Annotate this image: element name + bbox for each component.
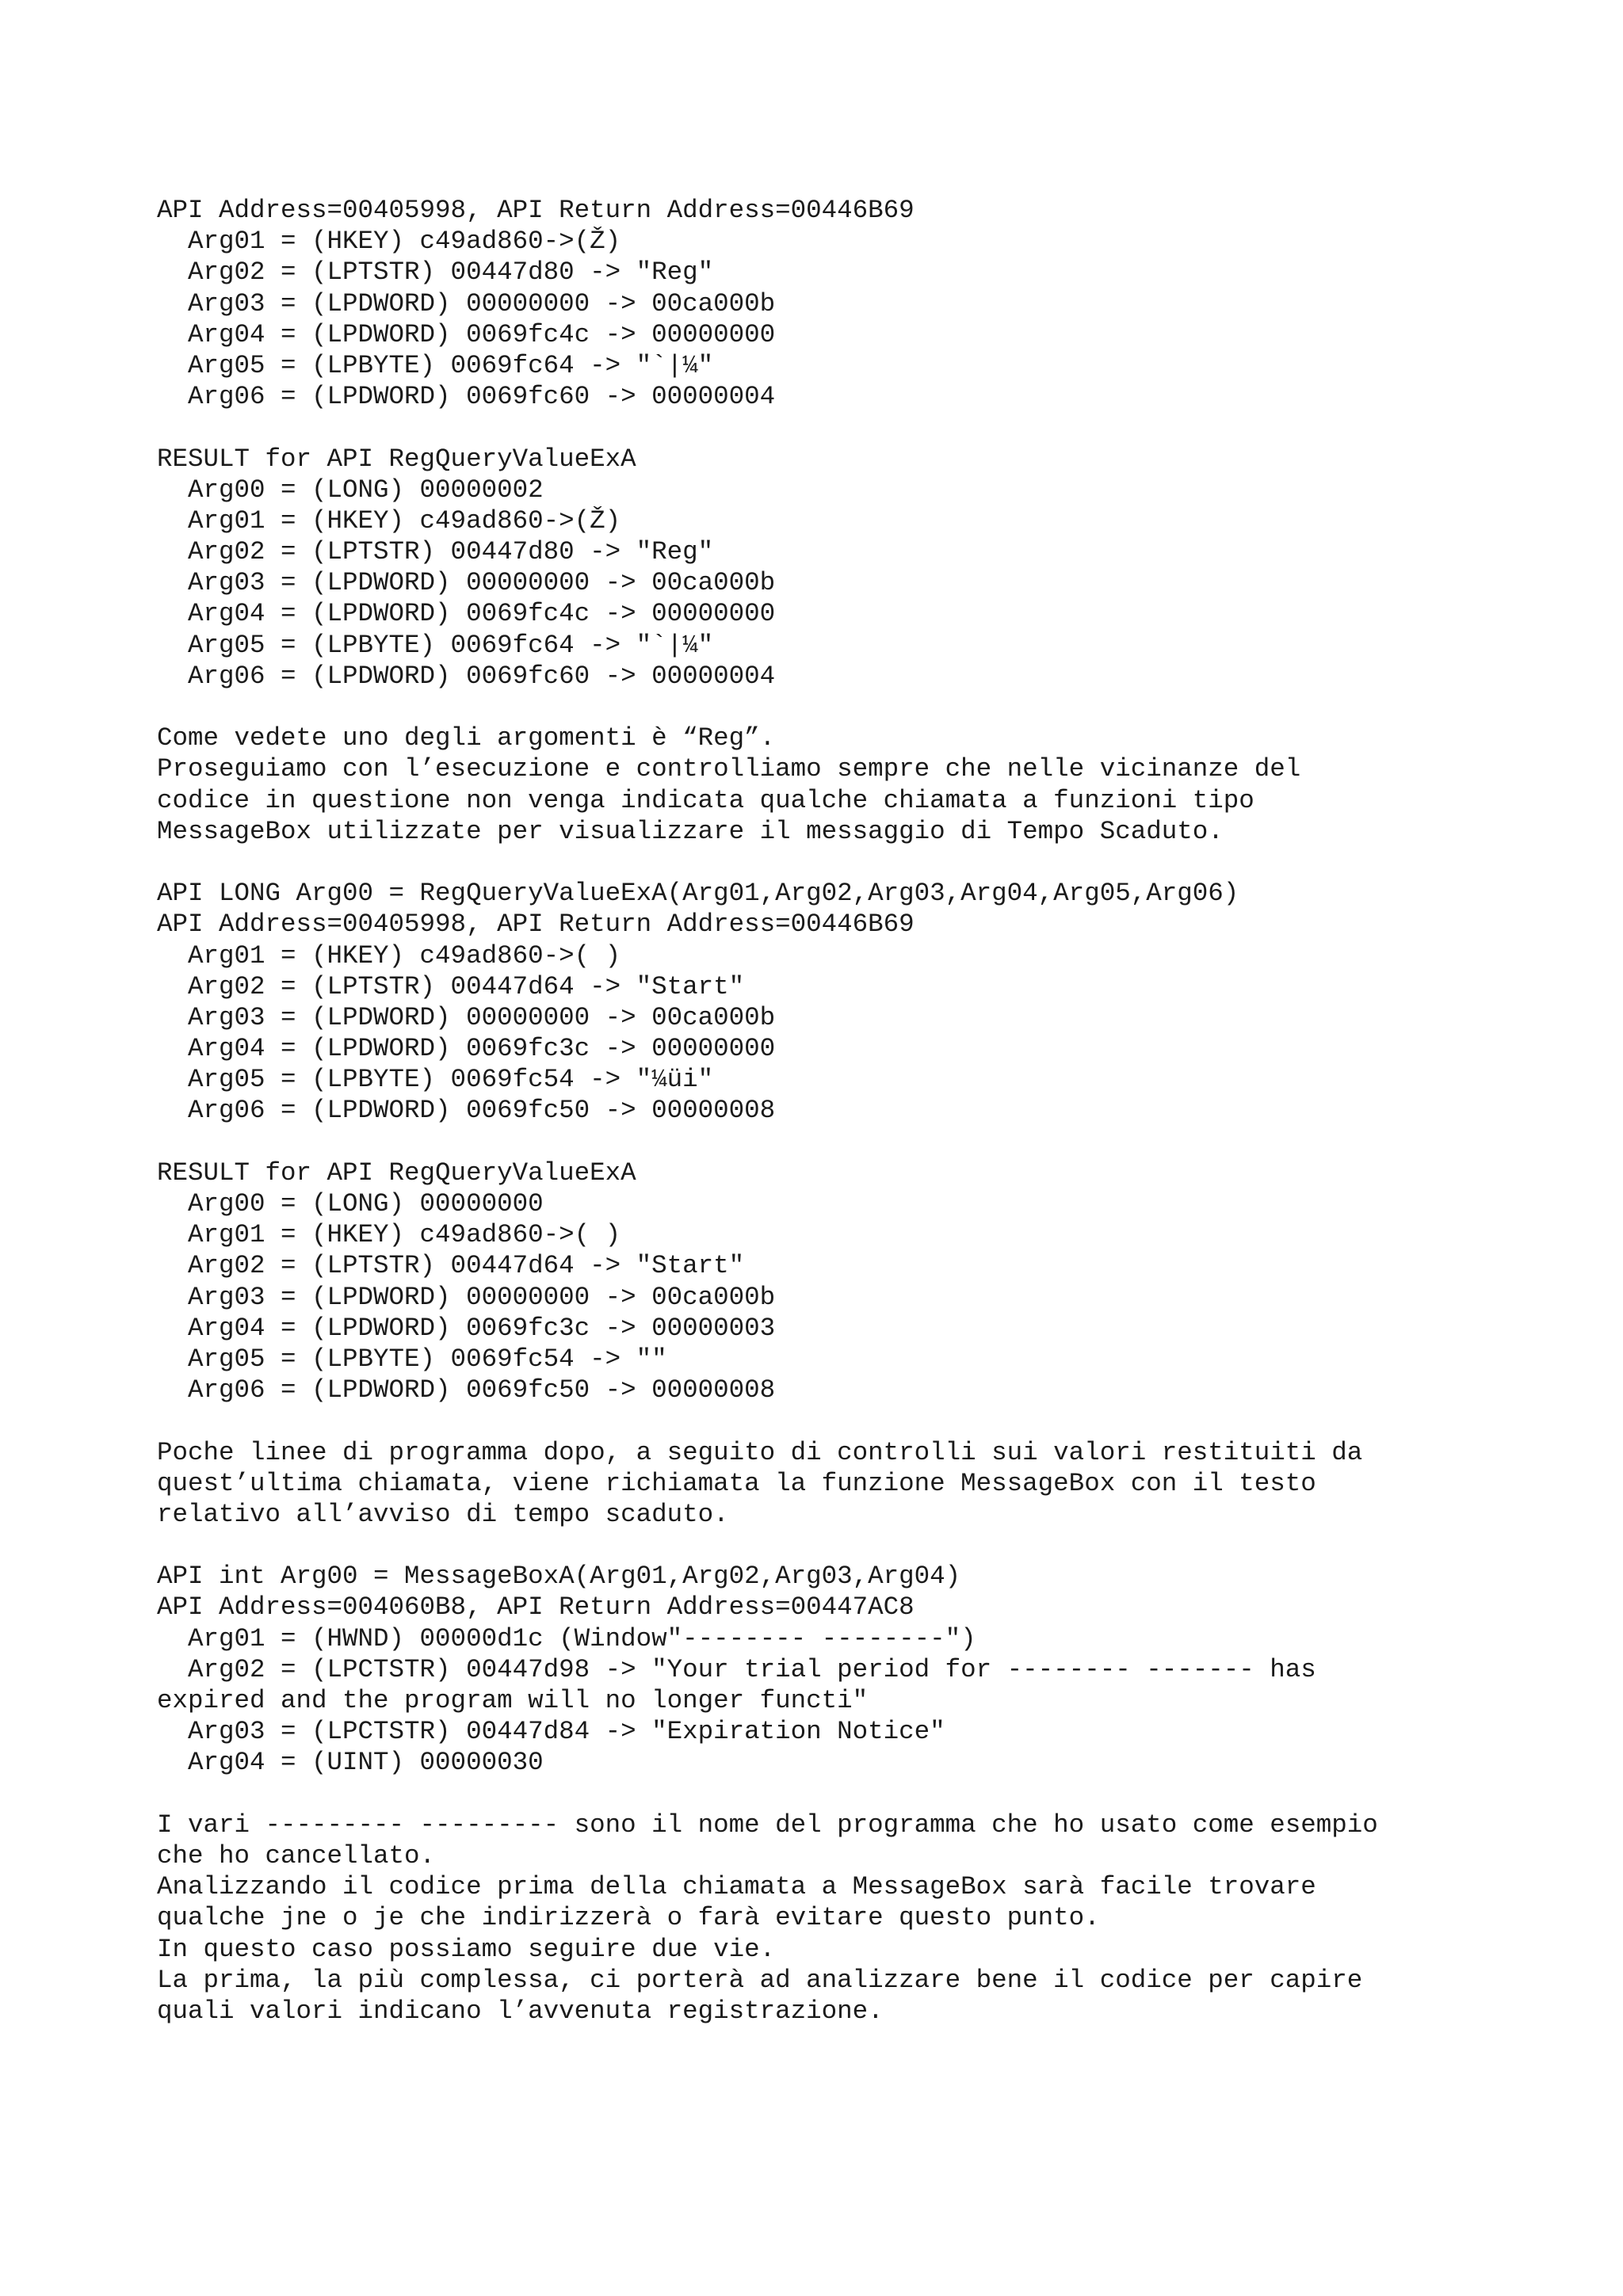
- text-line: Arg00 = (LONG) 00000000: [157, 1189, 544, 1219]
- text-line: Arg02 = (LPTSTR) 00447d64 -> "Start": [157, 971, 745, 1001]
- text-line: relativo all’avviso di tempo scaduto.: [157, 1499, 729, 1529]
- text-line: Arg06 = (LPDWORD) 0069fc50 -> 00000008: [157, 1375, 776, 1405]
- text-line: Arg03 = (LPDWORD) 00000000 -> 00ca000b: [157, 288, 776, 318]
- text-line: expired and the program will no longer functi": [157, 1686, 869, 1715]
- blank-line: [157, 412, 1520, 443]
- blank-line: [157, 1405, 1520, 1436]
- text-line: Arg04 = (LPDWORD) 0069fc3c -> 00000003: [157, 1313, 776, 1343]
- text-line: Arg00 = (LONG) 00000002: [157, 475, 544, 505]
- paragraph: [157, 1810, 1520, 2027]
- blank-line: [157, 1779, 1520, 1810]
- text-line: API LONG Arg00 = RegQueryValueExA(Arg01,Arg02,Arg03,Arg04,Arg05,Arg06): [157, 879, 1239, 909]
- text-line: Poche linee di programma dopo, a seguito di controlli sui valori restituiti da: [157, 1437, 1363, 1467]
- text-line: Arg03 = (LPDWORD) 00000000 -> 00ca000b: [157, 1002, 776, 1032]
- text-line: API Address=004060B8, API Return Address=00447AC8: [157, 1592, 915, 1623]
- paragraph: [157, 1437, 1520, 1531]
- text-line: Arg02 = (LPTSTR) 00447d80 -> "Reg": [157, 257, 714, 288]
- text-line: Proseguiamo con l’esecuzione e controlliamo sempre che nelle vicinanze del: [157, 754, 1301, 784]
- text-line: Arg02 = (LPTSTR) 00447d80 -> "Reg": [157, 537, 714, 567]
- text-line: quali valori indicano l’avvenuta registrazione.: [157, 1996, 884, 2026]
- text-line: Arg05 = (LPBYTE) 0069fc64 -> "`|¼": [157, 350, 714, 380]
- text-line: Arg06 = (LPDWORD) 0069fc60 -> 00000004: [157, 382, 776, 412]
- text-line: che ho cancellato.: [157, 1840, 436, 1871]
- text-line: Arg06 = (LPDWORD) 0069fc60 -> 00000004: [157, 661, 776, 691]
- text-line: Arg05 = (LPBYTE) 0069fc64 -> "`|¼": [157, 630, 714, 660]
- blank-line: [157, 692, 1520, 723]
- api-result-block: [157, 444, 1520, 692]
- text-line: Arg01 = (HKEY) c49ad860->(Ž): [157, 505, 621, 536]
- text-line: I vari --------- --------- sono il nome del programma che ho usato come esempio: [157, 1810, 1378, 1840]
- text-line: Arg01 = (HKEY) c49ad860->( ): [157, 1220, 621, 1250]
- text-line: Arg06 = (LPDWORD) 0069fc50 -> 00000008: [157, 1096, 776, 1126]
- text-line: Arg02 = (LPTSTR) 00447d64 -> "Start": [157, 1251, 745, 1281]
- text-line: Arg01 = (HWND) 00000d1c (Window"-------- --------"): [157, 1623, 976, 1653]
- blank-line: [157, 1127, 1520, 1158]
- text-line: Arg03 = (LPDWORD) 00000000 -> 00ca000b: [157, 568, 776, 598]
- text-line: Come vedete uno degli argomenti è “Reg”.: [157, 723, 776, 753]
- text-line: quest’ultima chiamata, viene richiamata la funzione MessageBox con il testo: [157, 1468, 1316, 1498]
- api-call-block: [157, 878, 1520, 1127]
- text-line: RESULT for API RegQueryValueExA: [157, 444, 636, 474]
- text-line: Arg04 = (UINT) 00000030: [157, 1748, 544, 1778]
- text-line: Arg03 = (LPCTSTR) 00447d84 -> "Expiration Notice": [157, 1717, 945, 1747]
- text-line: Arg01 = (HKEY) c49ad860->( ): [157, 940, 621, 971]
- text-line: Analizzando il codice prima della chiamata a MessageBox sarà facile trovare: [157, 1872, 1316, 1902]
- text-line: API Address=00405998, API Return Address=00446B69: [157, 910, 915, 940]
- text-line: Arg01 = (HKEY) c49ad860->(Ž): [157, 227, 621, 257]
- api-call-block: [157, 195, 1520, 412]
- api-result-block: [157, 1158, 1520, 1406]
- text-line: Arg05 = (LPBYTE) 0069fc54 -> "¼üi": [157, 1065, 714, 1095]
- blank-line: [157, 1530, 1520, 1561]
- text-line: In questo caso possiamo seguire due vie.: [157, 1934, 776, 1964]
- document-body: [157, 195, 1520, 2027]
- text-line: Arg04 = (LPDWORD) 0069fc4c -> 00000000: [157, 319, 776, 349]
- text-line: Arg04 = (LPDWORD) 0069fc3c -> 00000000: [157, 1034, 776, 1064]
- text-line: API Address=00405998, API Return Address=00446B69: [157, 196, 915, 225]
- text-line: La prima, la più complessa, ci porterà ad analizzare bene il codice per capire: [157, 1965, 1363, 1995]
- text-line: Arg04 = (LPDWORD) 0069fc4c -> 00000000: [157, 599, 776, 629]
- text-line: codice in questione non venga indicata qualche chiamata a funzioni tipo: [157, 785, 1254, 815]
- text-line: API int Arg00 = MessageBoxA(Arg01,Arg02,Arg03,Arg04): [157, 1562, 961, 1592]
- text-line: Arg02 = (LPCTSTR) 00447d98 -> "Your trial period for -------- ------- has: [157, 1654, 1316, 1684]
- text-line: RESULT for API RegQueryValueExA: [157, 1158, 636, 1188]
- paragraph: [157, 723, 1520, 847]
- api-call-block: [157, 1561, 1520, 1778]
- blank-line: [157, 847, 1520, 878]
- text-line: qualche jne o je che indirizzerà o farà evitare questo punto.: [157, 1903, 1100, 1933]
- text-line: Arg03 = (LPDWORD) 00000000 -> 00ca000b: [157, 1282, 776, 1312]
- text-line: Arg05 = (LPBYTE) 0069fc54 -> "": [157, 1344, 667, 1374]
- text-line: MessageBox utilizzate per visualizzare il messaggio di Tempo Scaduto.: [157, 816, 1224, 846]
